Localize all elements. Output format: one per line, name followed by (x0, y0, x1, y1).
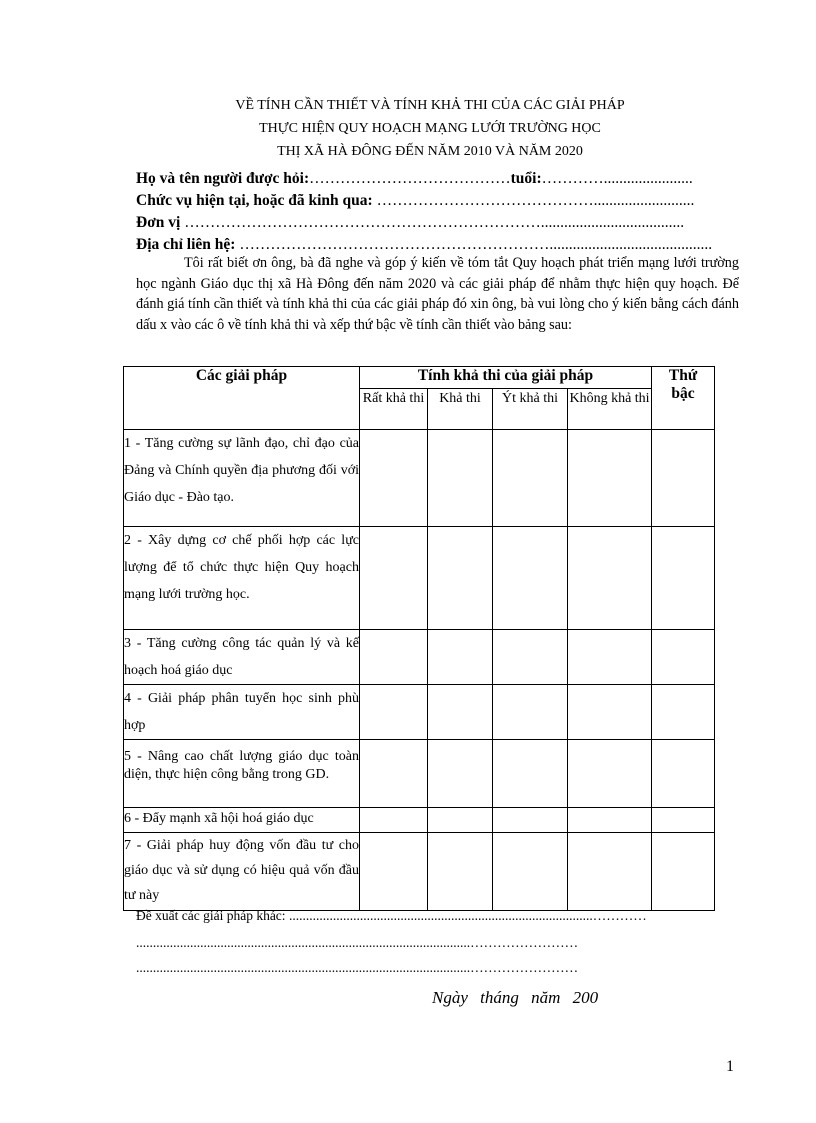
unit-field (136, 212, 736, 234)
header-little-feasible: Ýt khả thi (493, 389, 568, 430)
cell-little-2[interactable] (493, 527, 568, 630)
cell-feasible-6[interactable] (428, 808, 493, 833)
table-header-row (124, 367, 715, 389)
cell-rank-4[interactable] (652, 685, 715, 740)
solution-1: 1 - Tăng cường sự lãnh đạo, chỉ đạo của Đảng và Chính quyền địa phương đối với Giáo dục - Đào tạo. (124, 430, 360, 527)
address-label: Địa chỉ liên hệ: (136, 236, 236, 253)
cell-feasible-2[interactable] (428, 527, 493, 630)
cell-rank-6[interactable] (652, 808, 715, 833)
solution-5: 5 - Nâng cao chất lượng giáo dục toàn diện, thực hiện công bằng trong GD. (124, 740, 360, 808)
solution-2: 2 - Xây dựng cơ chế phối hợp các lực lượng để tổ chức thực hiện Quy hoạch mạng lưới trường học. (124, 527, 360, 630)
date-line: Ngày tháng năm 200 (432, 988, 599, 1007)
header-feasible: Khả thi (428, 389, 493, 430)
cell-little-1[interactable] (493, 430, 568, 527)
unit-dots: ……………………………………………………………..................................... (180, 214, 685, 231)
cell-very-1[interactable] (360, 430, 428, 527)
title-line-1: VỀ TÍNH CẦN THIẾT VÀ TÍNH KHẢ THI CỦA CÁC GIẢI PHÁP (235, 98, 625, 113)
header-solutions: Các giải pháp (124, 367, 360, 430)
table-row (124, 685, 715, 740)
cell-very-4[interactable] (360, 685, 428, 740)
cell-not-3[interactable] (568, 630, 652, 685)
cell-very-6[interactable] (360, 808, 428, 833)
title-line-3: THỊ XÃ HÀ ĐÔNG ĐẾN NĂM 2010 VÀ NĂM 2020 (277, 144, 583, 159)
table-row (124, 430, 715, 527)
name-field (136, 168, 736, 190)
name-label: Họ và tên người được hỏi: (136, 170, 310, 187)
cell-not-7[interactable] (568, 833, 652, 911)
cell-not-1[interactable] (568, 430, 652, 527)
cell-feasible-3[interactable] (428, 630, 493, 685)
page-number: 1 (726, 1058, 734, 1075)
cell-little-4[interactable] (493, 685, 568, 740)
cell-very-3[interactable] (360, 630, 428, 685)
header-rank (652, 367, 715, 430)
cell-not-2[interactable] (568, 527, 652, 630)
cell-feasible-1[interactable] (428, 430, 493, 527)
cell-little-6[interactable] (493, 808, 568, 833)
cell-little-3[interactable] (493, 630, 568, 685)
table-row (124, 630, 715, 685)
age-label: tuổi: (510, 170, 542, 187)
table-row (124, 808, 715, 833)
table-row (124, 527, 715, 630)
intro-paragraph: Tôi rất biết ơn ông, bà đã nghe và góp ý kiến về tóm tắt Quy hoạch phát triển mạng lưới trường học ngành Giáo dục thị xã Hà Đông đến năm 2020 và các giải pháp để nhằm thực hiện quy hoạch. Để đánh giá tính cần thiết và tính khả thi của các giải pháp đó xin ông, bà vui lòng cho ý kiến bằng cách đánh dấu x vào các ô về tính khả thi và xếp thứ bậc về tính cần thiết vào bảng sau: (136, 255, 739, 333)
unit-label: Đơn vị (136, 214, 181, 231)
table-row (124, 740, 715, 808)
cell-not-4[interactable] (568, 685, 652, 740)
position-dots: …………………………………….......................... (372, 192, 695, 209)
cell-feasible-4[interactable] (428, 685, 493, 740)
cell-rank-3[interactable] (652, 630, 715, 685)
cell-rank-2[interactable] (652, 527, 715, 630)
table-row (124, 833, 715, 911)
other-solutions-line (136, 908, 726, 924)
cell-rank-1[interactable] (652, 430, 715, 527)
cell-rank-7[interactable] (652, 833, 715, 911)
cell-very-7[interactable] (360, 833, 428, 911)
solution-4: 4 - Giải pháp phân tuyển học sinh phù hợp (124, 685, 360, 740)
name-dots: ………………………………… (309, 170, 511, 187)
header-not-feasible: Không khả thi (568, 389, 652, 430)
solution-3: 3 - Tăng cường công tác quản lý và kế hoạch hoá giáo dục (124, 630, 360, 685)
solution-6: 6 - Đẩy mạnh xã hội hoá giáo dục (124, 808, 360, 833)
cell-little-7[interactable] (493, 833, 568, 911)
header-very-feasible: Rất khả thi (360, 389, 428, 430)
title-line-2: THỰC HIỆN QUY HOẠCH MẠNG LƯỚI TRƯỜNG HỌC (259, 121, 601, 136)
cell-feasible-5[interactable] (428, 740, 493, 808)
position-label: Chức vụ hiện tại, hoặc đã kinh qua: (136, 192, 373, 209)
cell-not-5[interactable] (568, 740, 652, 808)
cell-very-5[interactable] (360, 740, 428, 808)
header-feasibility: Tính khả thi của giải pháp (360, 367, 652, 389)
other-solutions-label: Đề xuất các giải pháp khác: (136, 908, 286, 923)
header-rank-line1: Thứ (668, 367, 698, 384)
age-dots: …………....................... (541, 170, 693, 187)
other-solutions-line-2: ...................................................................................................…………………… (136, 935, 579, 950)
position-field (136, 190, 736, 212)
cell-feasible-7[interactable] (428, 833, 493, 911)
cell-little-5[interactable] (493, 740, 568, 808)
cell-not-6[interactable] (568, 808, 652, 833)
solutions-table (123, 366, 715, 911)
header-rank-line2: bậc (671, 385, 695, 402)
other-solutions-line-3: ...................................................................................................…………………… (136, 960, 579, 975)
solution-7: 7 - Giải pháp huy động vốn đầu tư cho giáo dục và sử dụng có hiệu quả vốn đầu tư này (124, 833, 360, 911)
cell-very-2[interactable] (360, 527, 428, 630)
other-solutions-dots: ..........................................................................................………… (285, 908, 647, 923)
address-dots: …………………………………………………….......................................... (235, 236, 713, 253)
cell-rank-5[interactable] (652, 740, 715, 808)
